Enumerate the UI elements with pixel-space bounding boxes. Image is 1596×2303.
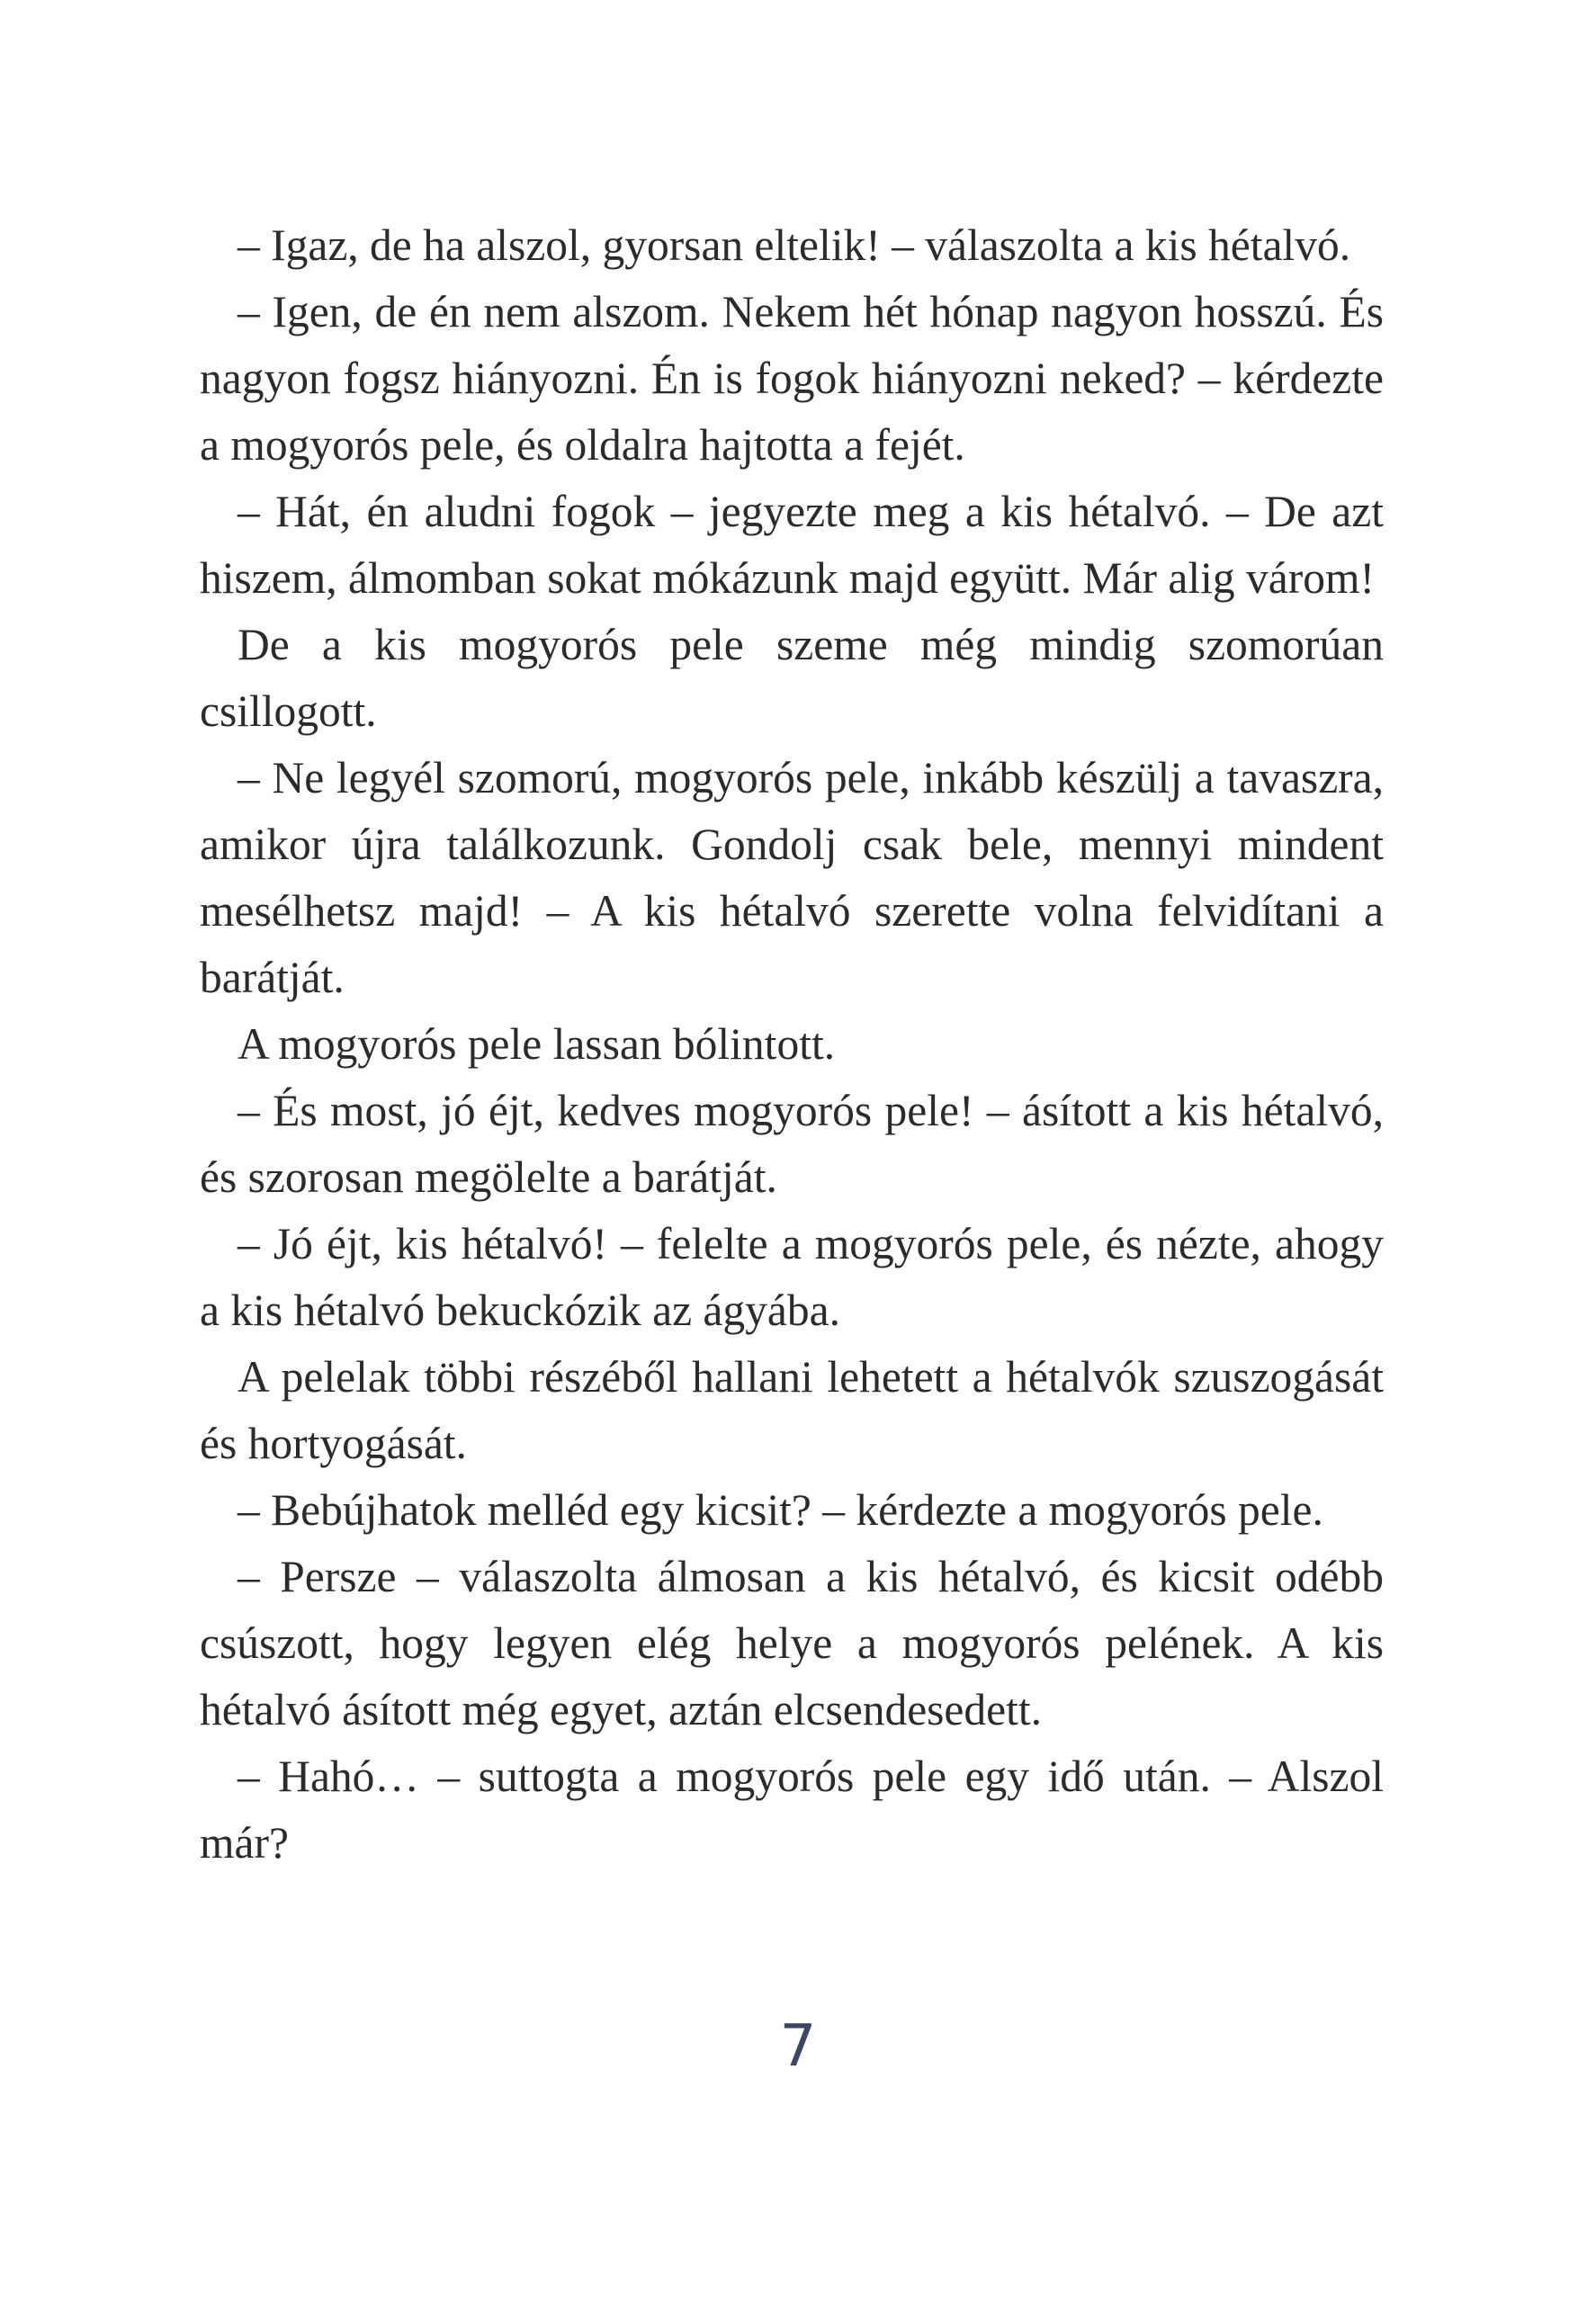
paragraph: – Persze – válaszolta álmosan a kis hétalvó, és kicsit odébb csúszott, hogy legyen elég helye a mogyorós pelének. A kis hétalvó ásított még egyet, aztán elcsendesedett.: [200, 1552, 1384, 1734]
body-text: [200, 212, 1384, 1877]
paragraph: – Hát, én aludni fogok – jegyezte meg a kis hétalvó. – De azt hiszem, álmomban sokat mókázunk majd együtt. Már alig várom!: [200, 487, 1384, 603]
paragraph: – Ne legyél szomorú, mogyorós pele, inkább készülj a tavaszra, amikor újra találkozunk. Gondolj csak bele, mennyi mindent mesélhetsz majd! – A kis hétalvó szerette volna felvidítani a barátját.: [200, 753, 1384, 1002]
paragraph: – Hahó… – suttogta a mogyorós pele egy idő után. – Alszol már?: [200, 1752, 1384, 1868]
paragraph: A mogyorós pele lassan bólintott.: [238, 1019, 836, 1069]
paragraph: – Igen, de én nem alszom. Nekem hét hónap nagyon hosszú. És nagyon fogsz hiányozni. Én is fogok hiányozni neked? – kérdezte a mogyorós pele, és oldalra hajtotta a fejét.: [200, 287, 1384, 470]
page-number: 7: [779, 2013, 817, 2080]
paragraph: De a kis mogyorós pele szeme még mindig szomorúan csillogott.: [200, 620, 1384, 736]
paragraph: A pelelak többi részéből hallani lehetett a hétalvók szuszogását és hortyogását.: [200, 1352, 1384, 1468]
paragraph: – Bebújhatok melléd egy kicsit? – kérdezte a mogyorós pele.: [238, 1485, 1323, 1535]
paragraph: – Igaz, de ha alszol, gyorsan eltelik! – válaszolta a kis hétalvó.: [238, 220, 1351, 270]
paragraph: – Jó éjt, kis hétalvó! – felelte a mogyorós pele, és nézte, ahogy a kis hétalvó bekuckózik az ágyába.: [200, 1219, 1384, 1335]
paragraph: – És most, jó éjt, kedves mogyorós pele! – ásított a kis hétalvó, és szorosan megölelte a barátját.: [200, 1086, 1384, 1202]
